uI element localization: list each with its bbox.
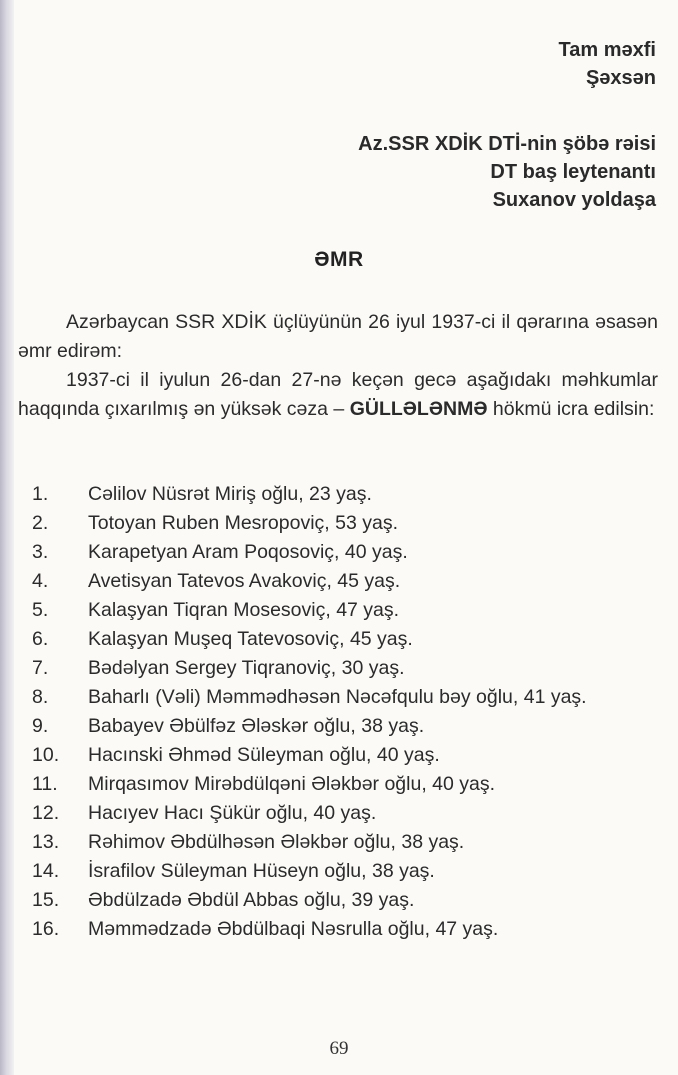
list-item-text: Avetisyan Tatevos Avakoviç, 45 yaş.: [88, 570, 401, 592]
list-item-text: Əbdülzadə Əbdül Abbas oğlu, 39 yaş.: [88, 889, 415, 911]
list-item: [18, 857, 658, 886]
paragraph-order-end: hökmü icra edilsin:: [492, 398, 655, 420]
list-item-number: 14.: [32, 860, 60, 882]
list-item-number: 10.: [32, 744, 60, 766]
list-item-number: 13.: [32, 831, 60, 853]
addressee-block: [358, 130, 656, 214]
list-item-text: Hacınski Əhməd Süleyman oğlu, 40 yaş.: [88, 744, 440, 766]
document-title: ƏMR: [314, 248, 364, 271]
sentence-word: GÜLLƏLƏNMƏ: [349, 398, 488, 420]
list-item: [18, 741, 658, 770]
list-item-number: 12.: [32, 802, 60, 824]
list-item: [18, 567, 658, 596]
list-item: [18, 509, 658, 538]
list-item-text: Məmmədzadə Əbdülbaqi Nəsrulla oğlu, 47 yaş.: [88, 918, 499, 940]
paragraph-order-text: 1937-ci il iyulun 26-dan 27-nə keçən gecə aşağıdakı məhkumlar haqqında çıxarılmış ən yüksək cəza –: [18, 369, 658, 420]
list-item-number: 8.: [32, 686, 49, 708]
list-item: [18, 596, 658, 625]
list-item-number: 3.: [32, 541, 49, 563]
list-item-text: Baharlı (Vəli) Məmmədhəsən Nəcəfqulu bəy oğlu, 41 yaş.: [88, 686, 587, 708]
list-item: [18, 828, 658, 857]
list-item-text: Kalaşyan Tiqran Mosesoviç, 47 yaş.: [88, 599, 400, 621]
list-item: [18, 480, 658, 509]
list-item-number: 7.: [32, 657, 49, 679]
list-item-number: 2.: [32, 512, 49, 534]
list-item: [18, 799, 658, 828]
order-body: [18, 308, 658, 424]
page-number: 69: [329, 1038, 349, 1059]
list-item: [18, 712, 658, 741]
paragraph-order: [18, 366, 658, 424]
classification-line: Tam məxfi: [558, 39, 656, 61]
addressee-line: Az.SSR XDİK DTİ-nin şöbə rəisi: [358, 133, 656, 155]
list-item: [18, 538, 658, 567]
list-item-text: Kalaşyan Muşeq Tatevosoviç, 45 yaş.: [88, 628, 413, 650]
list-item-text: Mirqasımov Mirəbdülqəni Ələkbər oğlu, 40 yaş.: [88, 773, 496, 795]
paragraph-basis: Azərbaycan SSR XDİK üçlüyünün 26 iyul 1937-ci il qərarına əsasən əmr edirəm:: [18, 311, 658, 362]
list-item-text: Karapetyan Aram Poqosoviç, 40 yaş.: [88, 541, 408, 563]
list-item: [18, 915, 658, 944]
list-item-number: 16.: [32, 918, 60, 940]
list-item: [18, 683, 658, 712]
convict-list: [18, 480, 658, 944]
list-item: [18, 886, 658, 915]
list-item: [18, 654, 658, 683]
addressee-line: DT baş leytenantı: [490, 161, 656, 183]
list-item: [18, 625, 658, 654]
addressee-line: Suxanov yoldaşa: [492, 189, 656, 211]
list-item-number: 4.: [32, 570, 49, 592]
list-item-number: 15.: [32, 889, 60, 911]
list-item-number: 9.: [32, 715, 49, 737]
list-item-text: Hacıyev Hacı Şükür oğlu, 40 yaş.: [88, 802, 377, 824]
list-item: [18, 770, 658, 799]
classification-line: Şəxsən: [585, 67, 656, 89]
list-item-number: 11.: [32, 773, 58, 795]
list-item-text: Bədəlyan Sergey Tiqranoviç, 30 yaş.: [88, 657, 405, 679]
list-item-text: Totoyan Ruben Mesropoviç, 53 yaş.: [88, 512, 399, 534]
list-item-number: 6.: [32, 628, 49, 650]
classification-block: [559, 36, 656, 92]
list-item-text: Babayev Əbülfəz Ələskər oğlu, 38 yaş.: [88, 715, 425, 737]
list-item-text: Cəlilov Nüsrət Miriş oğlu, 23 yaş.: [88, 483, 372, 505]
list-item-text: İsrafilov Süleyman Hüseyn oğlu, 38 yaş.: [88, 860, 435, 882]
list-item-number: 5.: [32, 599, 49, 621]
list-item-number: 1.: [32, 483, 49, 505]
list-item-text: Rəhimov Əbdülhəsən Ələkbər oğlu, 38 yaş.: [88, 831, 465, 853]
